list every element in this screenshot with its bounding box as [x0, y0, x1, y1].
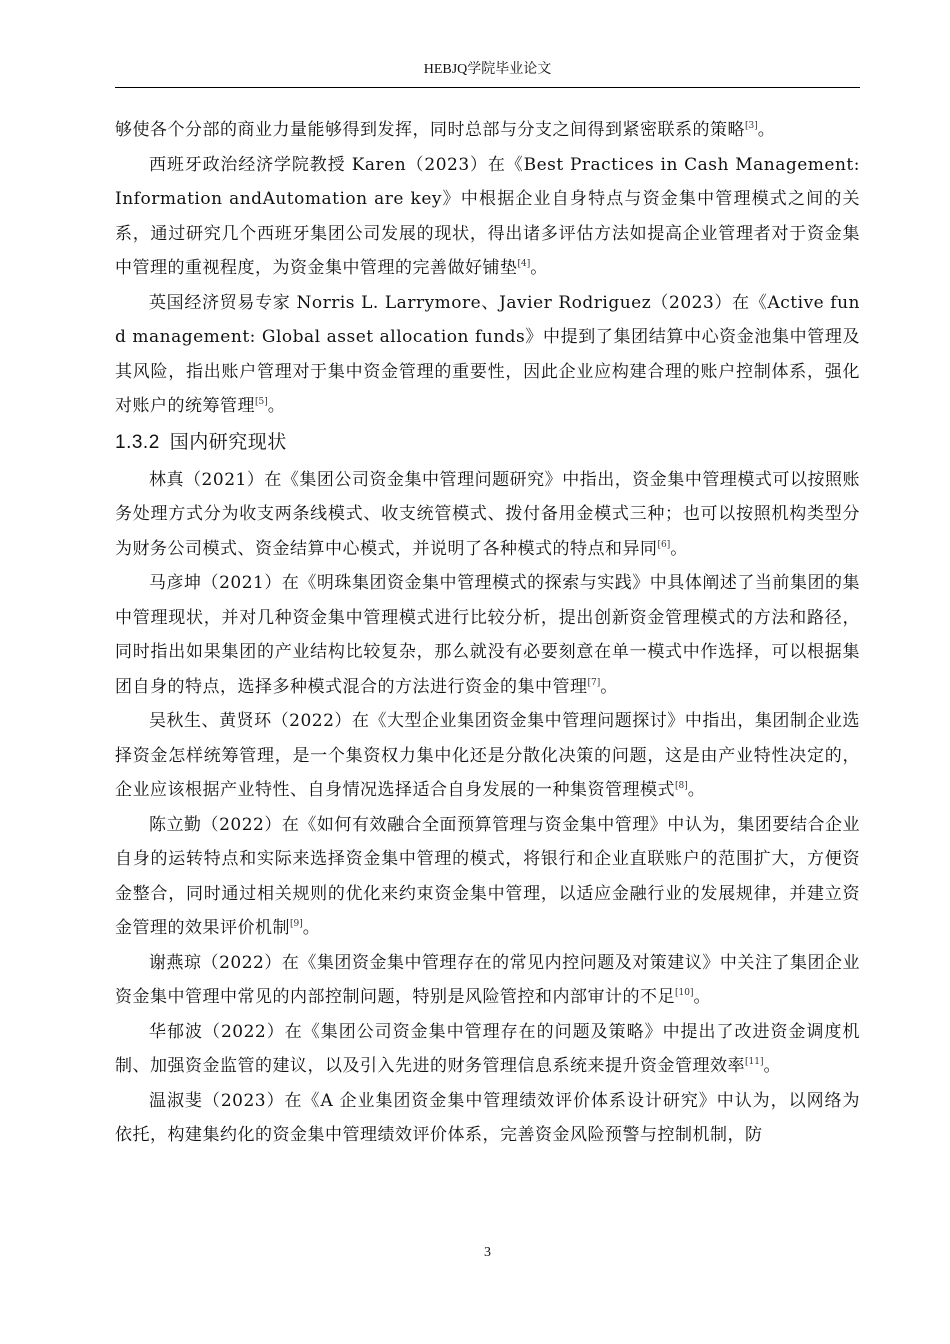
- paragraph-tail: 。: [763, 1056, 781, 1076]
- paragraph-text: 马彦坤（2021）在《明珠集团资金集中管理模式的探索与实践》中具体阐述了当前集团的集中管理现状，并对几种资金集中管理模式进行比较分析，提出创新资金管理模式的方法和路径，同时指出如果集团的产业结构比较复杂，那么就没有必要刻意在单一模式中作选择，可以根据集团自身的特点，选择多种模式混合的方法进行资金的集中管理: [115, 573, 860, 697]
- paragraph-tail: 。: [600, 676, 618, 697]
- paragraph-text: 西班牙政治经济学院教授 Karen（2023）在《Best Practices in Cash Management: Information andAutomation are key》中根据企业自身特点与资金集中管理模式之间的关系，通过研究几个西班牙集团公司发展的现状，得出诸多评估方法如提高企业管理者对于资金集中管理的重视程度，为资金集中管理的完善做好铺垫: [115, 154, 860, 278]
- citation-ref: [8]: [675, 781, 688, 791]
- paragraph-huayubo: [115, 1015, 860, 1084]
- paragraph-larrymore: [115, 286, 860, 424]
- citation-ref: [4]: [517, 259, 531, 269]
- paragraph-tail: 。: [757, 120, 776, 140]
- paragraph-tail: 。: [687, 780, 706, 800]
- paragraph-wenshufei: [115, 1084, 860, 1153]
- paragraph-wuqiusheng: [115, 704, 860, 808]
- paragraph-text: 林真（2021）在《集团公司资金集中管理问题研究》中指出，资金集中管理模式可以按照账务处理方式分为收支两条线模式、收支统管模式、拨付备用金模式三种；也可以按照机构类型分为财务公司模式、资金结算中心模式，并说明了各种模式的特点和异同: [115, 469, 860, 559]
- paragraph-text: 谢燕琼（2022）在《集团资金集中管理存在的常见内控问题及对策建议》中关注了集团企业资金集中管理中常见的内部控制问题，特别是风险管控和内部审计的不足: [115, 952, 860, 1007]
- paragraph-chenliqin: [115, 808, 860, 946]
- page-body: [115, 113, 860, 1153]
- paragraph-tail: 。: [530, 258, 548, 278]
- section-heading: [115, 426, 860, 459]
- paragraph-continuation: [115, 113, 860, 148]
- citation-ref: [11]: [745, 1057, 764, 1067]
- section-title: 国内研究现状: [169, 430, 287, 453]
- paragraph-xieyanqiong: [115, 946, 860, 1015]
- citation-ref: [3]: [745, 121, 758, 131]
- paragraph-tail: 。: [693, 987, 711, 1007]
- paragraph-text: 英国经济贸易专家 Norris L. Larrymore、Javier Rodriguez（2023）在《Active fund management: Global asset allocation funds》中提到了集团结算中心资金池集中管理及其风险，指出账户管理对于集中资金管理的重要性，因此企业应构建合理的账户控制体系，强化对账户的统筹管理: [115, 292, 860, 416]
- header-rule: [115, 87, 860, 88]
- citation-ref: [5]: [255, 397, 268, 407]
- paragraph-tail: 。: [302, 918, 321, 938]
- citation-ref: [10]: [675, 988, 694, 998]
- paragraph-linzhen: [115, 463, 860, 567]
- paragraph-text: 够使各个分部的商业力量能够得到发挥，同时总部与分支之间得到紧密联系的策略: [115, 120, 745, 140]
- section-number: 1.3.2: [115, 431, 160, 453]
- running-header: HEBJQ学院毕业论文: [423, 62, 552, 77]
- paragraph-text: 华郁波（2022）在《集团公司资金集中管理存在的问题及策略》中提出了改进资金调度机制、加强资金监管的建议，以及引入先进的财务管理信息系统来提升资金管理效率: [115, 1021, 860, 1076]
- page-number: 3: [484, 1245, 491, 1260]
- citation-ref: [9]: [290, 919, 303, 929]
- paragraph-karen: [115, 148, 860, 286]
- paragraph-mayankun: [115, 566, 860, 704]
- paragraph-text: 陈立勤（2022）在《如何有效融合全面预算管理与资金集中管理》中认为，集团要结合企业自身的运转特点和实际来选择资金集中管理的模式，将银行和企业直联账户的范围扩大，方便资金整合，同时通过相关规则的优化来约束资金集中管理，以适应金融行业的发展规律，并建立资金管理的效果评价机制: [115, 814, 860, 938]
- citation-ref: [6]: [657, 539, 671, 550]
- paragraph-text: 温淑斐（2023）在《A 企业集团资金集中管理绩效评价体系设计研究》中认为，以网络为依托，构建集约化的资金集中管理绩效评价体系，完善资金风险预警与控制机制，防: [115, 1090, 860, 1145]
- paragraph-tail: 。: [670, 538, 688, 559]
- citation-ref: [7]: [587, 677, 601, 688]
- paragraph-text: 吴秋生、黄贤环（2022）在《大型企业集团资金集中管理问题探讨》中指出，集团制企业选择资金怎样统筹管理，是一个集资权力集中化还是分散化决策的问题，这是由产业特性决定的，企业应该根据产业特性、自身情况选择适合自身发展的一种集资管理模式: [115, 711, 860, 800]
- paragraph-tail: 。: [267, 396, 286, 416]
